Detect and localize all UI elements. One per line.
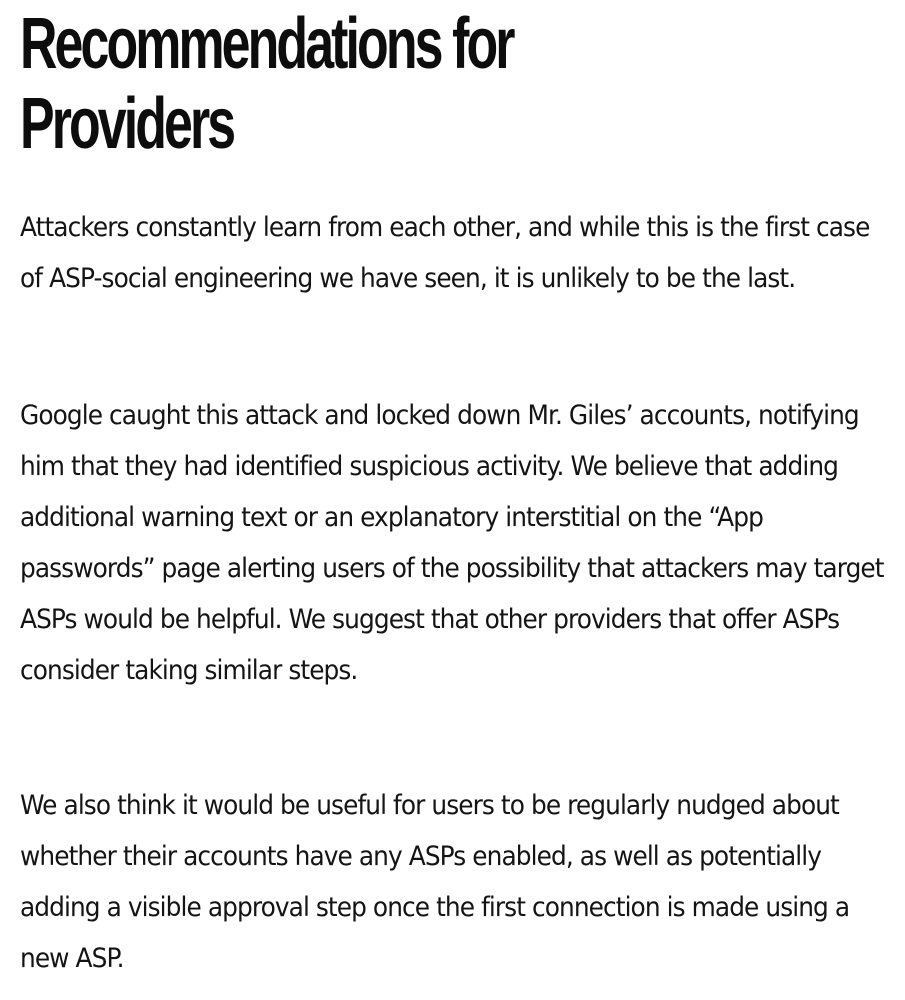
paragraph-3-text: We also think it would be useful for users to be regularly nudged about whether their accounts have any ASPs enabled, as well as potentially adding a visible approval step once the first connection is made using a new ASP. <box>20 790 850 974</box>
title-line-2: Providers <box>20 84 234 164</box>
paragraph-2 <box>20 390 890 750</box>
paragraph-2-text: Google caught this attack and locked down Mr. Giles’ accounts, notifying him that they had identified suspicious activity. We believe that adding additional warning text or an explanatory interstitial on the “App passwords” page alerting users of the possibility that attackers may target ASPs would be helpful. We suggest that other providers that offer ASPs consider taking similar steps. <box>20 400 884 686</box>
paragraph-3 <box>20 780 890 990</box>
article-body <box>20 4 890 990</box>
title-line-1: Recommendations for <box>20 4 513 84</box>
page-title <box>20 4 890 176</box>
paragraph-1 <box>20 202 890 358</box>
paragraph-1-text: Attackers constantly learn from each other, and while this is the first case of ASP-social engineering we have seen, it is unlikely to be the last. <box>20 212 870 294</box>
